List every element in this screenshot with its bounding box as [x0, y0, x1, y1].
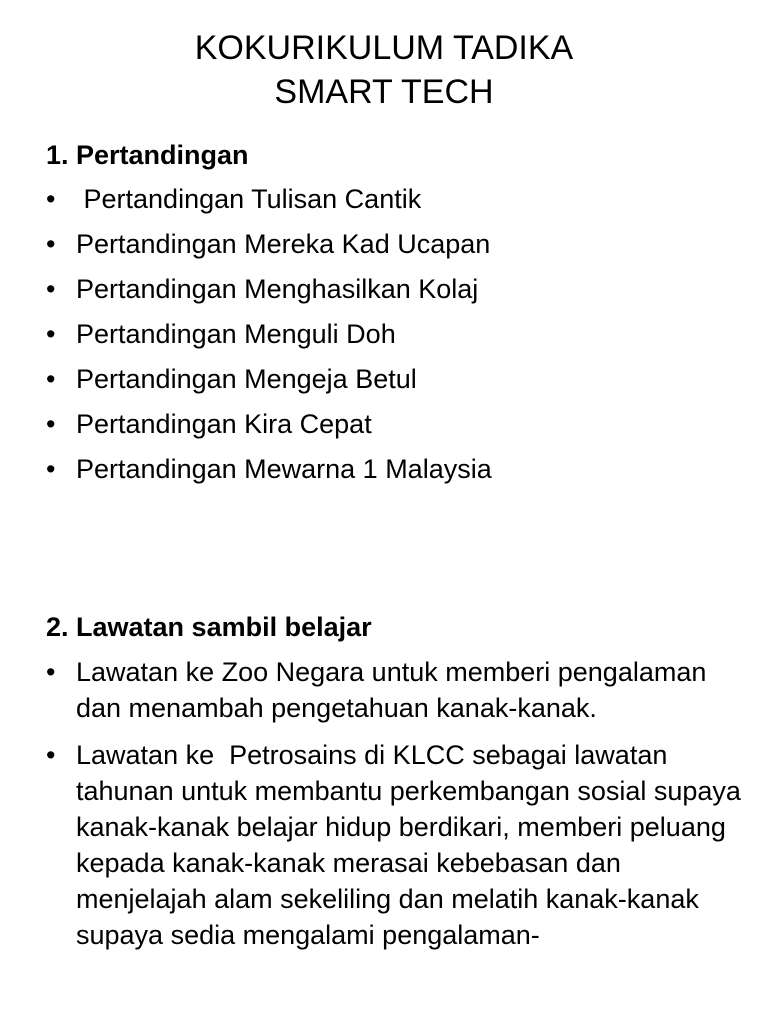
section-heading-lawatan: 2. Lawatan sambil belajar: [46, 612, 372, 642]
title-line-1: KOKURIKULUM TADIKA: [194, 29, 574, 67]
bullet: •: [46, 740, 56, 770]
list-item-text: Pertandingan Tulisan Cantik: [76, 184, 422, 214]
list-item: [46, 177, 746, 222]
bullet: •: [46, 229, 56, 259]
bullet: •: [46, 274, 56, 304]
list-item: [46, 654, 746, 726]
bullet: •: [46, 409, 56, 439]
list-item: [46, 267, 746, 312]
bullet: •: [46, 454, 56, 484]
bullet: •: [46, 364, 56, 394]
list-lawatan: [46, 654, 749, 964]
bullet: •: [46, 657, 56, 687]
list-item-text: Lawatan ke Zoo Negara untuk memberi pengalaman dan menambah pengetahuan kanak-kanak.: [76, 657, 714, 723]
page-title: [0, 26, 768, 114]
list-item-text: Pertandingan Kira Cepat: [76, 409, 372, 439]
list-pertandingan: [46, 177, 746, 492]
list-item-text: Pertandingan Mewarna 1 Malaysia: [76, 454, 492, 484]
list-item-text: Lawatan ke Petrosains di KLCC sebagai lawatan tahunan untuk membantu perkembangan sosial supaya kanak-kanak belajar hidup berdikari, memberi peluang kepada kanak-kanak merasai kebebasan dan menjelajah alam sekeliling dan melatih kanak-kanak supaya sedia mengalami pengalaman-: [76, 740, 749, 950]
list-item: [46, 737, 749, 953]
list-item-text: Pertandingan Menghasilkan Kolaj: [76, 274, 479, 304]
list-item: [46, 357, 746, 402]
list-item: [46, 402, 746, 447]
bullet: •: [46, 184, 56, 214]
list-item-text: Pertandingan Mengeja Betul: [76, 364, 417, 394]
list-item-text: Pertandingan Mereka Kad Ucapan: [76, 229, 491, 259]
title-line-2: SMART TECH: [274, 73, 494, 111]
list-item: [46, 222, 746, 267]
list-item-text: Pertandingan Menguli Doh: [76, 319, 396, 349]
bullet: •: [46, 319, 56, 349]
section-heading-pertandingan: 1. Pertandingan: [46, 140, 249, 170]
list-item: [46, 312, 746, 357]
list-item: [46, 447, 746, 492]
